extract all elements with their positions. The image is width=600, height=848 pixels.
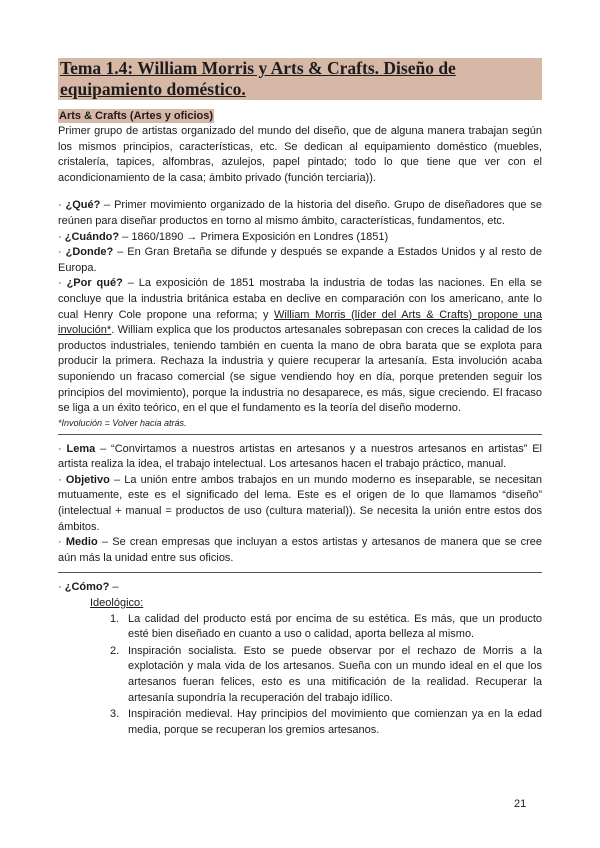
list-item: 1. La calidad del producto está por encima de su estética. Es más, que un producto esté bien diseñado en cuanto a uso o calidad, aporta belleza al mismo. <box>110 612 542 641</box>
lema-paragraph: · Lema – “Convirtamos a nuestros artistas en artesanos y a nuestros artesanos en artistas” El artista realiza la idea, el trabajo intelectual. Los artesanos hacen el trabajo práctico, manual. <box>58 442 542 471</box>
donde-label: ¿Donde? <box>65 246 114 259</box>
intro-paragraph: Primer grupo de artistas organizado del mundo del diseño, que de alguna manera trabajan según los mismos principios, características, etc. Se dedican al equipamiento doméstico (muebles, cristalería, tapices, alfombras, azulejos, papel pintado; todo lo que tiene que ver con el acondicionamiento de la casa; ámbito privado (función terciaria)). <box>58 125 542 184</box>
list-item: 2. Inspiración socialista. Esto se puede observar por el rechazo de Morris a la explotación y mala vida de los artesanos. Sueña con un mundo ideal en el que los artesanos fueran felices, esto es una mitificación de la realidad. Recuperar la artesanía supondría la recuperación del trabajo idílico. <box>110 644 542 704</box>
footnote: *Involución = Volver hacia atrás. <box>58 417 187 428</box>
medio-paragraph: · Medio – Se crean empresas que incluyan a estos artistas y artesanos de manera que se cree aún más la unidad entre sus oficios. <box>58 536 542 564</box>
page-title: Tema 1.4: William Morris y Arts & Crafts. Diseño de equipamiento doméstico. <box>58 58 542 100</box>
donde-paragraph: · ¿Donde? – En Gran Bretaña se difunde y después se expande a Estados Unidos y al resto de Europa. <box>58 246 542 274</box>
section-heading: Arts & Crafts (Artes y oficios) <box>59 110 214 122</box>
list-item: 3. Inspiración medieval. Hay principios del movimiento que comienzan ya en la edad media, porque se recuperan los gremios artesanos. <box>110 708 542 736</box>
porque-paragraph: · ¿Por qué? – La exposición de 1851 mostraba la industria de todas las naciones. En ella se concluye que la industria británica estaba en declive en comparación con los americano, ante lo cual Henry Cole propone una reforma; y William Morris (líder del Arts & Crafts) propone una involución*. William explica que los productos artesanales sobrepasan con creces la calidad de los productos industriales, teniendo también en cuenta la mano de obra barata que se explota para producir la primera. Rechaza la industria y quiere recuperar la artesanía. Esta involución acaba suponiendo un fracaso comercial (se sigue vendiendo hoy en día, porque pretenden seguir los principios del movimiento), porque la industria no desaparece, es más, sigue creciendo. El fracaso se liga a un éxito teórico, en el que el fundamento es la teoría del diseño moderno. <box>58 277 543 415</box>
medio-label: Medio <box>65 536 98 549</box>
cuando-label: ¿Cuándo? <box>64 230 120 243</box>
objetivo-paragraph: · Objetivo – La unión entre ambos trabajos en un mundo moderno es inseparable, se necesitan mutuamente, este es el significado del lema. Este es el origen de lo que llamamos “diseño” (intelectual + manual = productos de uso (cultura material)). Se necesita la unión entre estos dos ámbitos. <box>58 473 542 533</box>
que-label: ¿Qué? <box>65 199 101 212</box>
que-paragraph: · ¿Qué? – Primer movimiento organizado de la historia del diseño. Grupo de diseñadores que se reúnen para diseñar productos en torno al mismo ámbito, características, fundamentos, etc. <box>58 199 542 227</box>
cuando-paragraph: · ¿Cuándo? – 1860/1890 → Primera Exposición en Londres (1851) <box>58 230 389 243</box>
como-paragraph: · ¿Cómo? – <box>58 581 119 594</box>
page-number: 21 <box>514 798 527 810</box>
porque-label: ¿Por qué? <box>66 277 123 290</box>
divider <box>58 434 542 435</box>
divider <box>58 572 542 573</box>
morris-underlined-text: William Morris (líder del Arts & Crafts) propone una involución* <box>58 308 543 337</box>
ideologico-list <box>58 612 542 739</box>
lema-label: Lema <box>66 442 96 455</box>
document-page <box>58 58 542 739</box>
objetivo-label: Objetivo <box>65 473 110 486</box>
como-label: ¿Cómo? <box>64 581 110 594</box>
ideologico-subheading: Ideológico: <box>90 597 144 610</box>
